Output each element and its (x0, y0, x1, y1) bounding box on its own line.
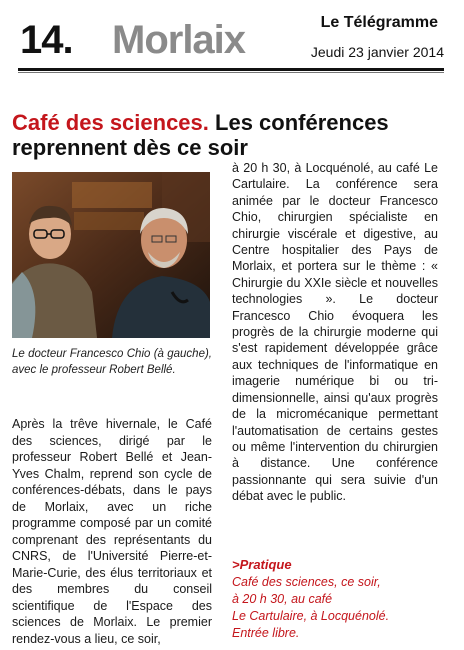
newspaper-name: Le Télégramme (320, 14, 438, 31)
page-header (0, 0, 464, 72)
article-column-left (12, 416, 212, 648)
article-column-right (232, 160, 438, 540)
issue-date: Jeudi 23 janvier 2014 (310, 44, 444, 60)
article-body-left: Après la trêve hivernale, le Café des sciences, dirigé par le professeur Robert Bellé et Jean-Yves Chalm, reprend son cycle de conférences-débats, dans le pays de Morlaix, avec un riche programme composé par un comité comprenant des représentants du CNRS, de l'Université Pierre-et-Marie-Curie, des élus territoriaux et des membres du conseil scientifique de l'Espace des sciences de Morlaix. Le premier rendez-vous a lieu, ce soir, (12, 417, 212, 646)
article-body-right: à 20 h 30, à Locquénolé, au café Le Cartulaire. La conférence sera animée par le docteur Francesco Chio, chirurgien spécialiste en chirurgie viscérale et digestive, au Centre hospitalier des Pays de Morlaix, et portera sur le thème : « Chirurgie du XXIe siècle et nouvelles technologies ». Le docteur Francesco Chio évoquera les progrès de la chirurgie moderne qui s'est rapidement développée grâce aux techniques de l'informatique en imagerie numérique bi ou tri-dimensionnelle, ainsi qu'aux progrès de la micromécanique permettant l'automatisation de certains gestes ou même l'intervention du chirurgien à distance. Une conférence passionnante qui sera suivie d'un débat avec le public. (232, 161, 438, 504)
practical-info-line-1: Café des sciences, ce soir, (232, 575, 381, 589)
article-headline (12, 110, 452, 160)
page-number: 14. (20, 18, 73, 62)
header-rule (18, 68, 444, 71)
practical-info-title: >Pratique (232, 557, 292, 572)
headline-text: Les conférences reprennent dès ce soir (12, 110, 389, 160)
section-title: Morlaix (112, 18, 246, 62)
photo-caption: Le docteur Francesco Chio (à gauche), avec le professeur Robert Bellé. (12, 348, 212, 376)
header-rule-thin (18, 72, 444, 73)
headline-kicker: Café des sciences. (12, 110, 209, 135)
practical-info-line-4: Entrée libre. (232, 626, 300, 640)
practical-info-box (232, 556, 444, 642)
practical-info-line-3: Le Cartulaire, à Locquénolé. (232, 609, 390, 623)
photo-illustration (12, 172, 210, 338)
practical-info-line-2: à 20 h 30, au café (232, 592, 333, 606)
article-photo (12, 172, 210, 338)
